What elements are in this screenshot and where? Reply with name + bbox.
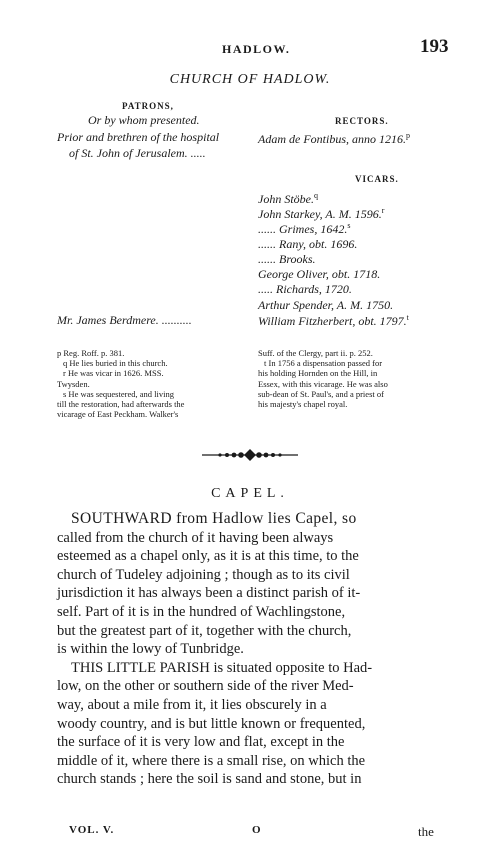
vicar-note-ref: r [381,206,385,215]
body-line: the surface of it is very low and flat, except in the [57,734,345,751]
footnote-line: Twysden. [57,378,90,389]
vicar-entry [258,297,393,313]
vicar-name: ...... Rany, obt. 1696. [258,237,358,251]
vicar-entry [258,191,318,207]
vicar-note-ref: q [314,191,318,200]
vicar-name: John Stöbe. [258,192,314,206]
vicar-name: George Oliver, obt. 1718. [258,267,381,281]
running-title: HADLOW. [222,42,291,56]
body-line: middle of it, where there is a small rise, on which the [57,752,366,769]
body-line: church stands ; here the soil is sand and stone, but in [57,771,362,788]
patron-line-2: of St. John of Jerusalem. ..... [69,146,206,160]
footnote-line: sub-dean of St. Paul's, and a priest of [258,388,384,399]
body-line: called from the church of it having been always [57,529,334,546]
footnotes-left [57,348,247,419]
body-line: but the greatest part of it, together with the church, [57,622,352,639]
vicar-name: ...... Brooks. [258,252,316,266]
body-line: church of Tudeley adjoining ; though as to its civil [57,566,350,583]
body-paragraphs [57,510,462,789]
footnote-line: till the restoration, had afterwards the [57,399,185,410]
vicar-name: ..... Richards, 1720. [258,282,352,296]
body-line: self. Part of it is in the hundred of Wachlingstone, [57,603,346,620]
vicar-note-ref: t [406,313,409,322]
footnote-line: s He was sequestered, and living [63,388,174,399]
page-number: 193 [420,36,449,57]
section-title: CAPEL. [211,486,289,501]
patrons-heading: PATRONS, [122,101,174,111]
vicar-name: ...... Grimes, 1642. [258,222,348,236]
rector-name: Adam de Fontibus, anno 1216. [258,132,406,146]
footnote-line: vicarage of East Peckham. Walker's [57,409,179,420]
vicar-name: William Fitzherbert, obt. 1797. [258,314,407,328]
footnote-line: Suff. of the Clergy, part ii. p. 252. [258,348,373,358]
patrons-subheading: Or by whom presented. [88,113,200,127]
vicar-entry [258,236,357,252]
footnote-line: his majesty's chapel royal. [258,399,348,410]
footnotes-right [258,348,458,409]
body-line: way, about a mile from it, it lies obscurely in a [57,696,327,713]
vicar-entry [258,281,352,297]
vicar-entry [258,251,316,267]
vicar-entry [258,221,350,237]
vicar-name: John Starkey, A. M. 1596. [258,207,382,221]
footnote-line: his holding Hornden on the Hill, in [258,368,378,379]
vicar-entry [258,206,384,222]
body-line: is within the lowy of Tunbridge. [57,641,244,658]
rector-entry [258,131,410,147]
body-line: SOUTHWARD from Hadlow lies Capel, so [71,510,357,527]
body-line: woody country, and is but little known or frequented, [57,715,366,732]
page-footer [0,824,500,840]
running-header [0,24,500,57]
patron-line-1: Prior and brethren of the hospital [57,130,220,144]
body-line: low, on the other or southern side of the river Med- [57,678,354,695]
footnote-line: p Reg. Roff. p. 381. [57,348,125,358]
catchword: the [418,824,434,839]
footnote-line: Essex, with this vicarage. He was also [258,378,388,389]
footnote-line: q He lies buried in this church. [63,358,168,369]
volume-label: VOL. V. [69,824,115,836]
rector-note-ref: p [406,131,410,140]
vicar-note-ref: s [347,221,351,230]
vicar-entry [258,313,409,329]
vicar-name: Arthur Spender, A. M. 1750. [258,298,394,312]
later-patron: Mr. James Berdmere. .......... [57,313,192,327]
rectors-heading: RECTORS. [335,116,389,126]
vicar-entry [258,266,380,282]
vicars-heading: VICARS. [355,174,399,184]
body-line: esteemed as a chapel only, as it is at this time, to the [57,548,359,565]
ornament-divider [200,448,300,462]
body-line: THIS LITTLE PARISH is situated opposite to Had- [71,659,373,676]
body-line: jurisdiction it has always been a distinct parish of it- [57,585,361,602]
footnote-line: t In 1756 a dispensation passed for [264,358,383,369]
footnote-line: r He was vicar in 1626. MSS. [63,368,164,379]
signature-mark: O [252,824,261,836]
church-title: CHURCH OF HADLOW. [169,72,331,87]
